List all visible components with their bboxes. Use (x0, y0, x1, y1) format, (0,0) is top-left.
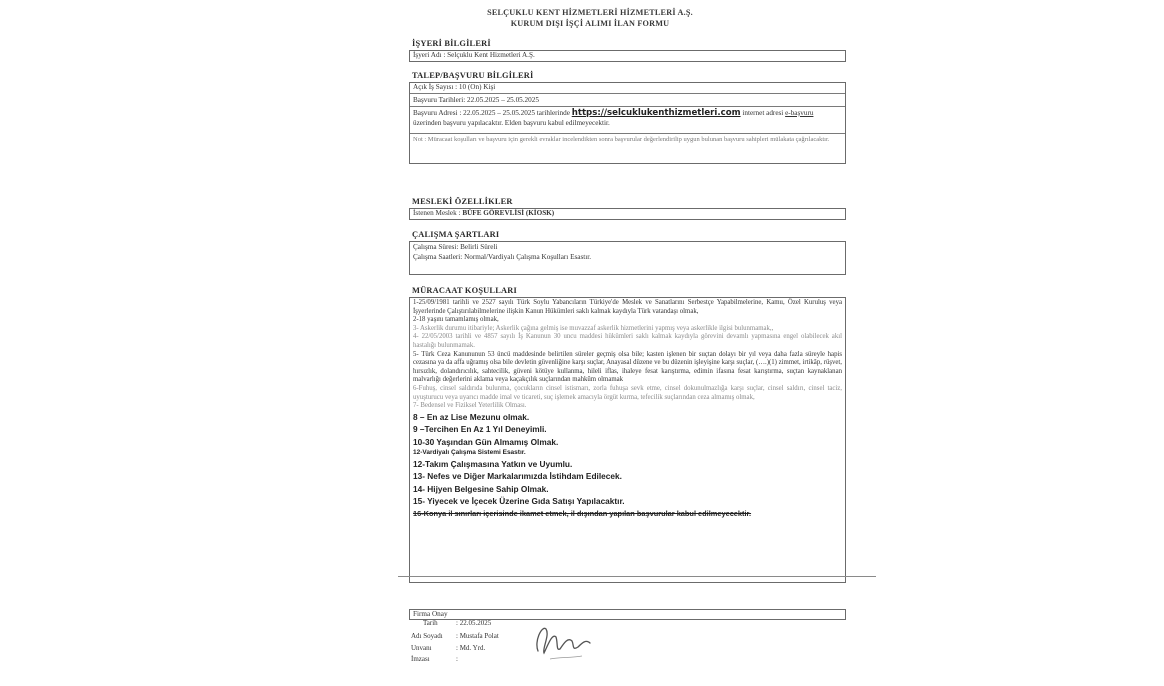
employer-section-title: İŞYERİ BİLGİLERİ (412, 39, 491, 48)
employer-box (409, 50, 846, 62)
title-value: : Md. Yrd. (456, 644, 486, 652)
address-mid: internet adresi (740, 109, 786, 117)
condition-item: 1-25/09/1981 tarihli ve 2527 sayılı Türk Soylu Yabancıların Türkiye'de Meslek ve Sanatlarını Serbestçe Yapabilmelerine, Kamu, Özel Kuruluş veya İşyerlerinde Çalıştırılabilmelerine ilişkin Kanun Hükümleri saklı kalmak kaydıyla Türk vatandaşı olmak, (413, 299, 842, 315)
working-duration: Çalışma Süresi: Belirli Süreli (413, 243, 498, 251)
application-box (409, 82, 846, 164)
approval-title: Firma Onay (413, 610, 448, 618)
address-prefix: Başvuru Adresi : 22.05.2025 – 25.05.2025 tarihlerinde (413, 109, 572, 117)
condition-bold-item: 10-30 Yaşından Gün Almamış Olmak. (413, 436, 559, 447)
application-url-link[interactable]: https://selcuklukenthizmetleri.com (571, 108, 741, 118)
conditions-section-title: MÜRACAAT KOŞULLARI (412, 286, 517, 295)
dates-row: Başvuru Tarihleri: 22.05.2025 – 25.05.2025 (410, 94, 845, 107)
condition-item: 2-18 yaşını tamamlamış olmak, (413, 316, 499, 324)
condition-bold-item: 16-Konya il sınırları içerisinde ikamet etmek, il dışından yapılan başvurular kabul edilmeyecektir. (413, 508, 752, 518)
conditions-box (409, 297, 846, 583)
signature-icon (520, 615, 610, 665)
profession-section-title: MESLEKİ ÖZELLİKLER (412, 197, 513, 206)
profession-box (409, 208, 846, 220)
signature-label: İmzası (411, 655, 430, 663)
employer-name-row: İşyeri Adı : Selçuklu Kent Hizmetleri A.Ş. (413, 51, 535, 59)
title-label: Unvanı (411, 644, 432, 652)
condition-item: 3- Askerlik durumu itibariyle; Askerlik çağına gelmiş ise muvazzaf askerlik hizmetlerini yapmış veya askerlikle ilgisi bulunmamak,, (413, 324, 774, 332)
signature-value: : (456, 655, 458, 663)
profession-row (410, 209, 845, 219)
header-title: SELÇUKLU KENT HİZMETLERİ HİZMETLERİ A.Ş. (487, 8, 693, 17)
condition-bold-item: 12-Takım Çalışmasına Yatkın ve Uyumlu. (413, 458, 573, 469)
date-value: : 22.05.2025 (456, 619, 492, 627)
condition-item: 5- Türk Ceza Kanununun 53 üncü maddesinde belirtilen süreler geçmiş olsa bile; kasten işlenen bir suçtan dolayı bir yıl veya daha fazla süreyle hapis cezasına ya da affa uğramış olsa bile devletin güvenliğine karşı suçlar, Anayasal düzene ve bu düzenin işleyişine karşı suçlar, (….)(1) zimmet, irtikâp, rüşvet, hırsızlık, dolandırıcılık, sahtecilik, güveni kötüye kullanma, hileli iflas, ihaleye fesat karıştırma, edimin ifasına fesat karıştırma, suçtan kaynaklanan malvarlığı değerlerini aklama veya kaçakçılık suçlarından mahkûm olmamak (413, 350, 842, 384)
e-basvuru-link[interactable]: e-başvuru (785, 109, 814, 117)
condition-bold-item: 15- Yiyecek ve İçecek Üzerine Gıda Satışı Yapılacaktır. (413, 496, 625, 507)
profession-label: İstenen Meslek : (413, 209, 463, 217)
positions-row: Açık İş Sayısı : 10 (On) Kişi (410, 83, 845, 94)
condition-item: 4- 22/05/2003 tarihli ve 4857 sayılı İş Kanunun 30 uncu maddesi hükümleri saklı kalmak kaydıyla görevini devamlı yapmasına engel olabilecek akıl hastalığı bulunmamak. (413, 333, 842, 349)
name-label: Adı Soyadı (411, 632, 443, 640)
working-section-title: ÇALIŞMA ŞARTLARI (412, 230, 500, 239)
application-note: Not : Müracaat koşulları ve başvuru için gerekli evraklar incelendikten sonra başvurular değerlendirilip uygun bulunan başvuru sahipleri mülakata çağrılacaktır. (413, 136, 830, 143)
condition-bold-item: 8 – En az Lise Mezunu olmak. (413, 411, 530, 422)
working-box (409, 241, 846, 275)
condition-bold-item: 13- Nefes ve Diğer Markalarımızda İstihdam Edilecek. (413, 471, 622, 482)
name-value: : Mustafa Polat (456, 632, 499, 640)
application-section-title: TALEP/BAŞVURU BİLGİLERİ (412, 71, 534, 80)
working-hours: Çalışma Saatleri: Normal/Vardiyalı Çalışma Koşulları Esastır. (413, 252, 592, 261)
condition-bold-item: 14- Hijyen Belgesine Sahip Olmak. (413, 483, 549, 494)
header-subtitle: KURUM DIŞI İŞÇİ ALIMI İLAN FORMU (510, 19, 670, 28)
profession-value: BÜFE GÖREVLİSİ (KİOSK) (462, 209, 555, 217)
condition-bold-item: 12-Vardiyalı Çalışma Sistemi Esastır. (413, 448, 526, 456)
condition-bold-item: 9 –Tercihen En Az 1 Yıl Deneyimli. (413, 424, 547, 435)
date-label: Tarih (423, 619, 438, 627)
condition-item: 7- Bedensel ve Fiziksel Yeterlilik Olması. (413, 402, 527, 410)
divider-line (398, 576, 876, 577)
address-row (410, 107, 845, 134)
condition-item: 6-Fuhuş, cinsel saldırıda bulunma, çocukların cinsel istismarı, zorla fuhuşa sevk etme, cinsel dokunulmazlığa karşı suçlar, cinsel saldırı, cinsel taciz, uyuşturucu veya uyarıcı madde imal ve ticareti, suç işlemek amacıyla örgüt kurma, tefecilik suçlarından ceza almamış olmak, (413, 384, 842, 401)
address-suffix: üzerinden başvuru yapılacaktır. Elden başvuru kabul edilmeyecektir. (413, 118, 610, 127)
